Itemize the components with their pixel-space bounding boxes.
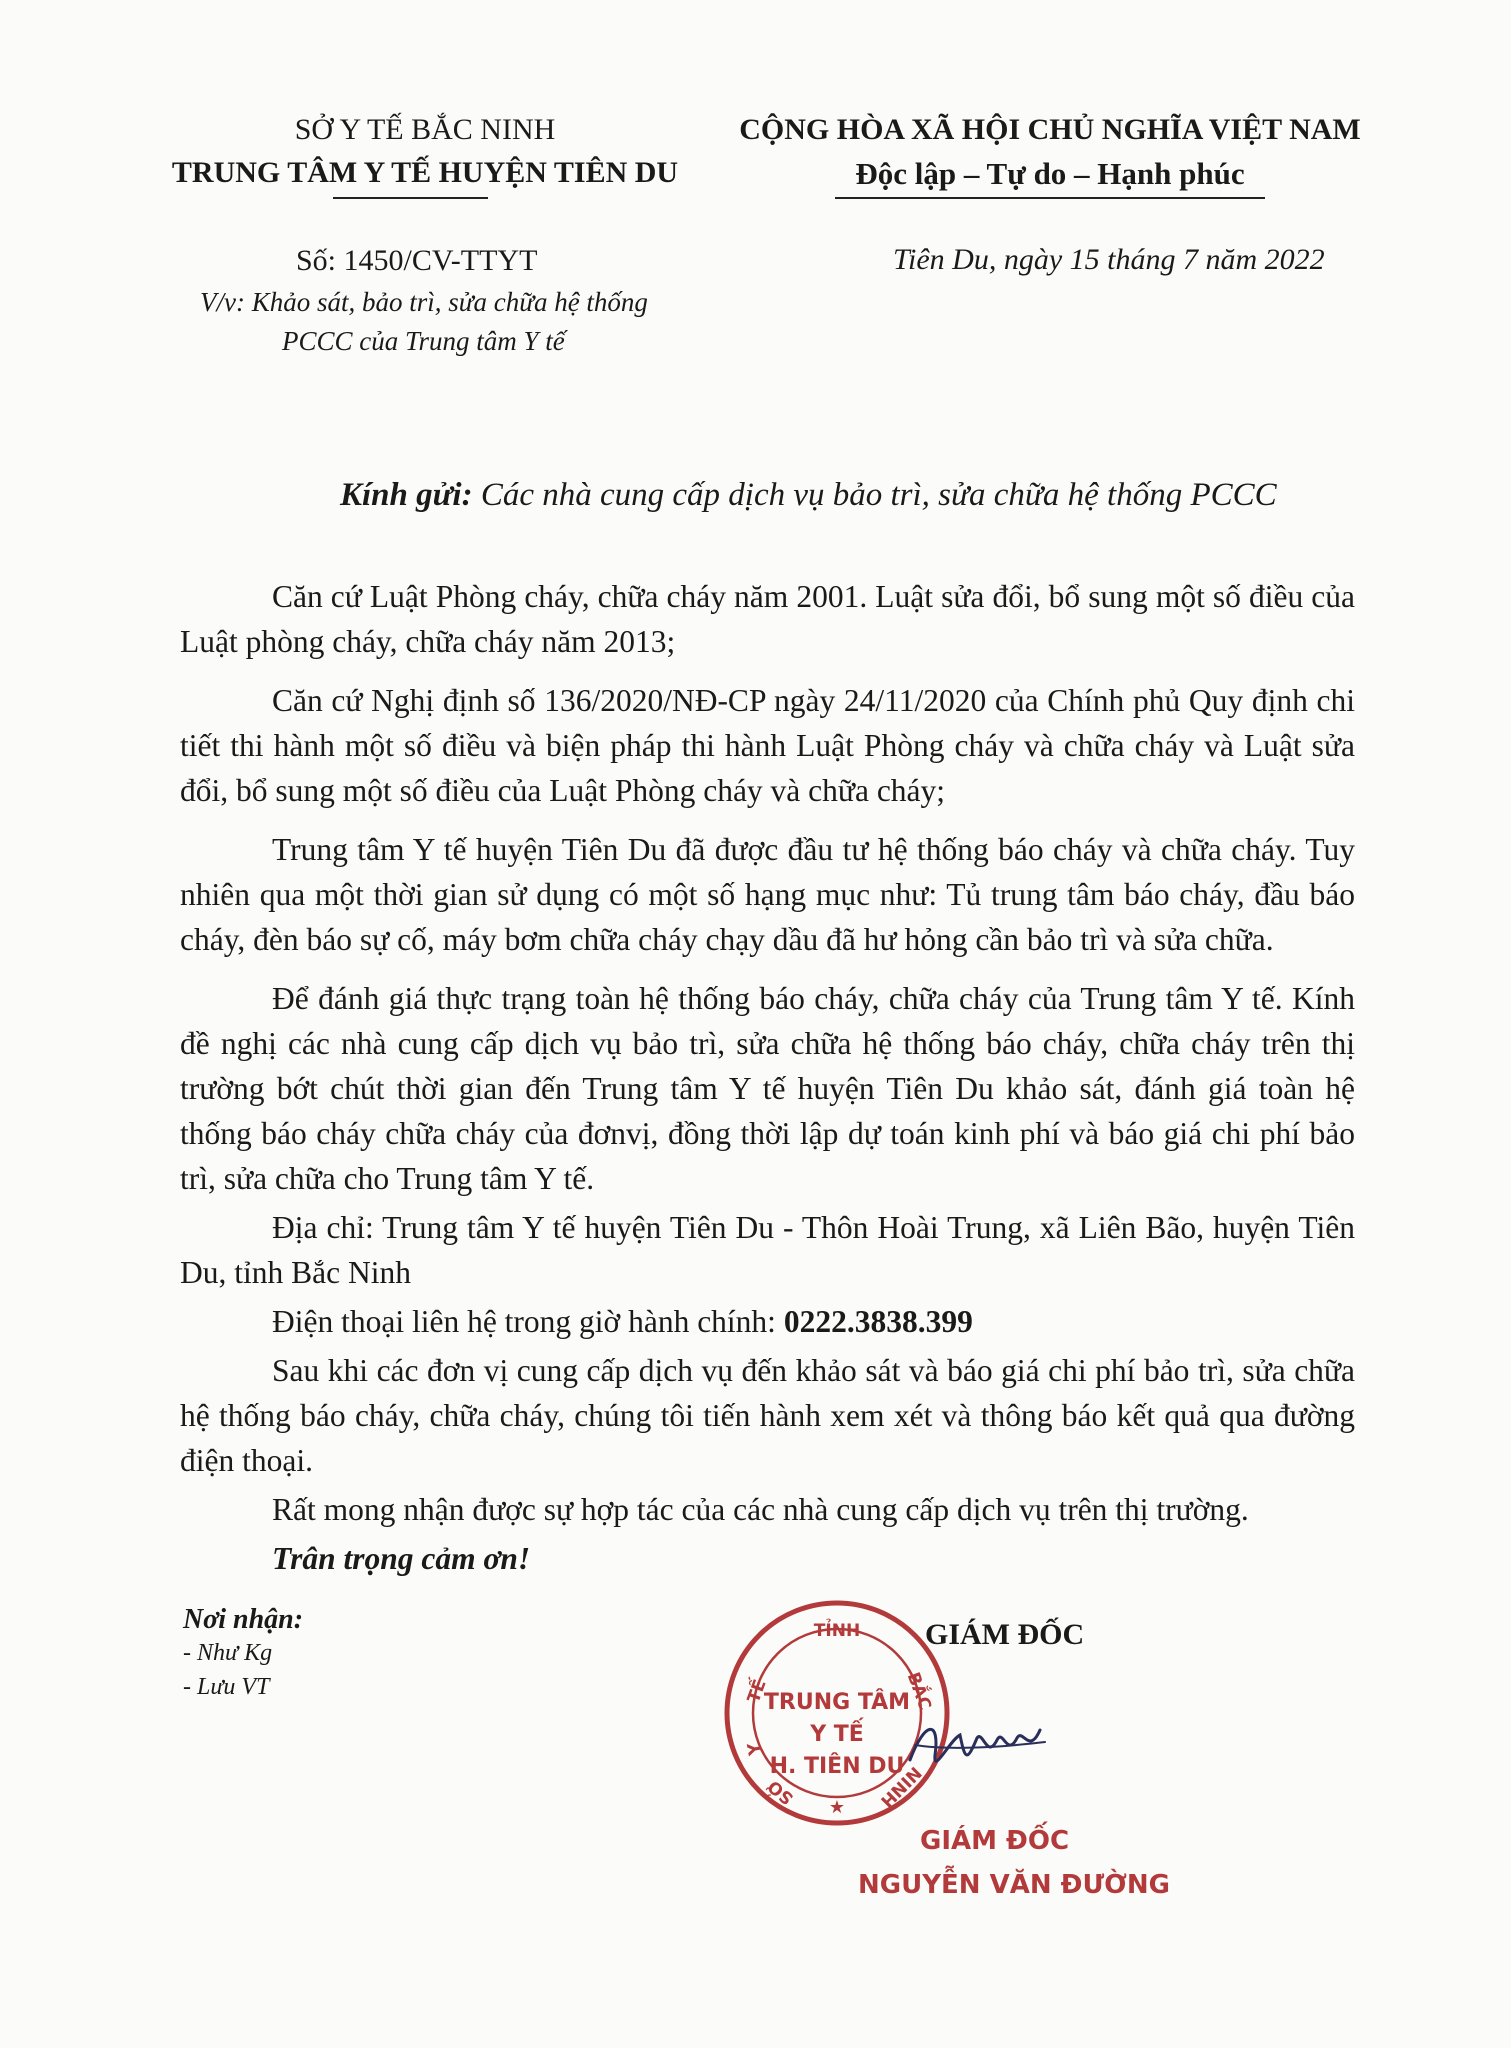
- phone-label: Điện thoại liên hệ trong giờ hành chính:: [272, 1304, 776, 1339]
- document-number: Số: 1450/CV-TTYT: [296, 244, 538, 277]
- agency-parent: SỞ Y TẾ BẮC NINH: [294, 113, 556, 146]
- paragraph-situation: Trung tâm Y tế huyện Tiên Du đã được đầu tư hệ thống báo cháy và chữa cháy. Tuy nhiên qua một thời gian sử dụng có một số hạng mục như: Tủ trung tâm báo cháy, đầu báo cháy, đèn báo sự cố, máy bơm chữa cháy chạy dầu đã hư hỏng cần bảo trì và sửa chữa.: [180, 832, 1355, 957]
- paragraph-request: Để đánh giá thực trạng toàn hệ thống báo cháy, chữa cháy của Trung tâm Y tế. Kính đề nghị các nhà cung cấp dịch vụ bảo trì, sửa chữa hệ thống báo cháy, chữa cháy trên thị trường bớt chút thời gian đến Trung tâm Y tế huyện Tiên Du khảo sát, đánh giá toàn hệ thống báo cháy chữa cháy của đơnvị, đồng thời lập dự toán kinh phí và báo giá chi phí bảo trì, sửa chữa cho Trung tâm Y tế.: [180, 981, 1355, 1196]
- letter-body: [180, 574, 1355, 1581]
- noi-nhan-item-1: - Như Kg: [183, 1640, 273, 1666]
- closing-line: Trân trọng cảm ơn!: [272, 1541, 531, 1576]
- paragraph-address: Địa chỉ: Trung tâm Y tế huyện Tiên Du - Thôn Hoài Trung, xã Liên Bão, huyện Tiên Du, tỉnh Bắc Ninh: [180, 1210, 1355, 1290]
- svg-text:Y: Y: [744, 1741, 766, 1757]
- svg-text:NINH: NINH: [876, 1762, 925, 1811]
- paragraph-phone: [180, 1299, 1355, 1344]
- paragraph-followup: Sau khi các đơn vị cung cấp dịch vụ đến khảo sát và báo giá chi phí bảo trì, sửa chữa hệ thống báo cháy, chữa cháy, chúng tôi tiến hành xem xét và thông báo kết quả qua đường điện thoại.: [180, 1353, 1355, 1478]
- stamp-line-3: H. TIÊN DU: [769, 1754, 905, 1779]
- recipient-label: Kính gửi:: [340, 477, 473, 513]
- paragraph-legal-basis-1: Căn cứ Luật Phòng cháy, chữa cháy năm 2001. Luật sửa đổi, bổ sung một số điều của Luật phòng cháy, chữa cháy năm 2013;: [180, 579, 1355, 659]
- svg-text:TỈNH: TỈNH: [813, 1621, 861, 1641]
- header-right-underline: [835, 197, 1265, 199]
- paragraph-thanks-cooperation: Rất mong nhận được sự hợp tác của các nhà cung cấp dịch vụ trên thị trường.: [272, 1492, 1249, 1527]
- handwritten-signature: [905, 1700, 1055, 1790]
- national-motto: Độc lập – Tự do – Hạnh phúc: [855, 156, 1245, 191]
- date-line: Tiên Du, ngày 15 tháng 7 năm 2022: [893, 243, 1325, 276]
- subject-line-2: PCCC của Trung tâm Y tế: [282, 326, 565, 356]
- stamp-line-2: Y TẾ: [810, 1722, 864, 1747]
- subject-line-1: V/v: Khảo sát, bảo trì, sửa chữa hệ thống: [200, 287, 648, 317]
- noi-nhan-title: Nơi nhận:: [183, 1604, 304, 1635]
- national-title: CỘNG HÒA XÃ HỘI CHỦ NGHĨA VIỆT NAM: [739, 113, 1361, 146]
- signature-title: GIÁM ĐỐC: [925, 1618, 1085, 1651]
- recipient-text: Các nhà cung cấp dịch vụ bảo trì, sửa chữa hệ thống PCCC: [480, 477, 1277, 513]
- svg-text:BẮC: BẮC: [902, 1669, 935, 1713]
- agency-name: TRUNG TÂM Y TẾ HUYỆN TIÊN DU: [171, 156, 679, 189]
- header-left-underline: [333, 197, 488, 199]
- signer-name: NGUYỄN VĂN ĐƯỜNG: [858, 1870, 1170, 1900]
- phone-number: 0222.3838.399: [783, 1304, 973, 1339]
- stamp-line-1: TRUNG TÂM: [763, 1690, 911, 1715]
- paragraph-legal-basis-2: Căn cứ Nghị định số 136/2020/NĐ-CP ngày 24/11/2020 của Chính phủ Quy định chi tiết thi hành một số điều và biện pháp thi hành Luật Phòng cháy và chữa cháy và Luật sửa đổi, bổ sung một số điều của Luật Phòng cháy và chữa cháy;: [180, 683, 1355, 808]
- svg-text:★: ★: [828, 1797, 846, 1817]
- svg-text:SỞ: SỞ: [763, 1775, 798, 1809]
- svg-text:TẾ: TẾ: [743, 1676, 771, 1706]
- stamp-title-giam-doc: GIÁM ĐỐC: [920, 1826, 1070, 1856]
- recipient-line: [340, 477, 1277, 514]
- noi-nhan-item-2: - Lưu VT: [183, 1674, 270, 1700]
